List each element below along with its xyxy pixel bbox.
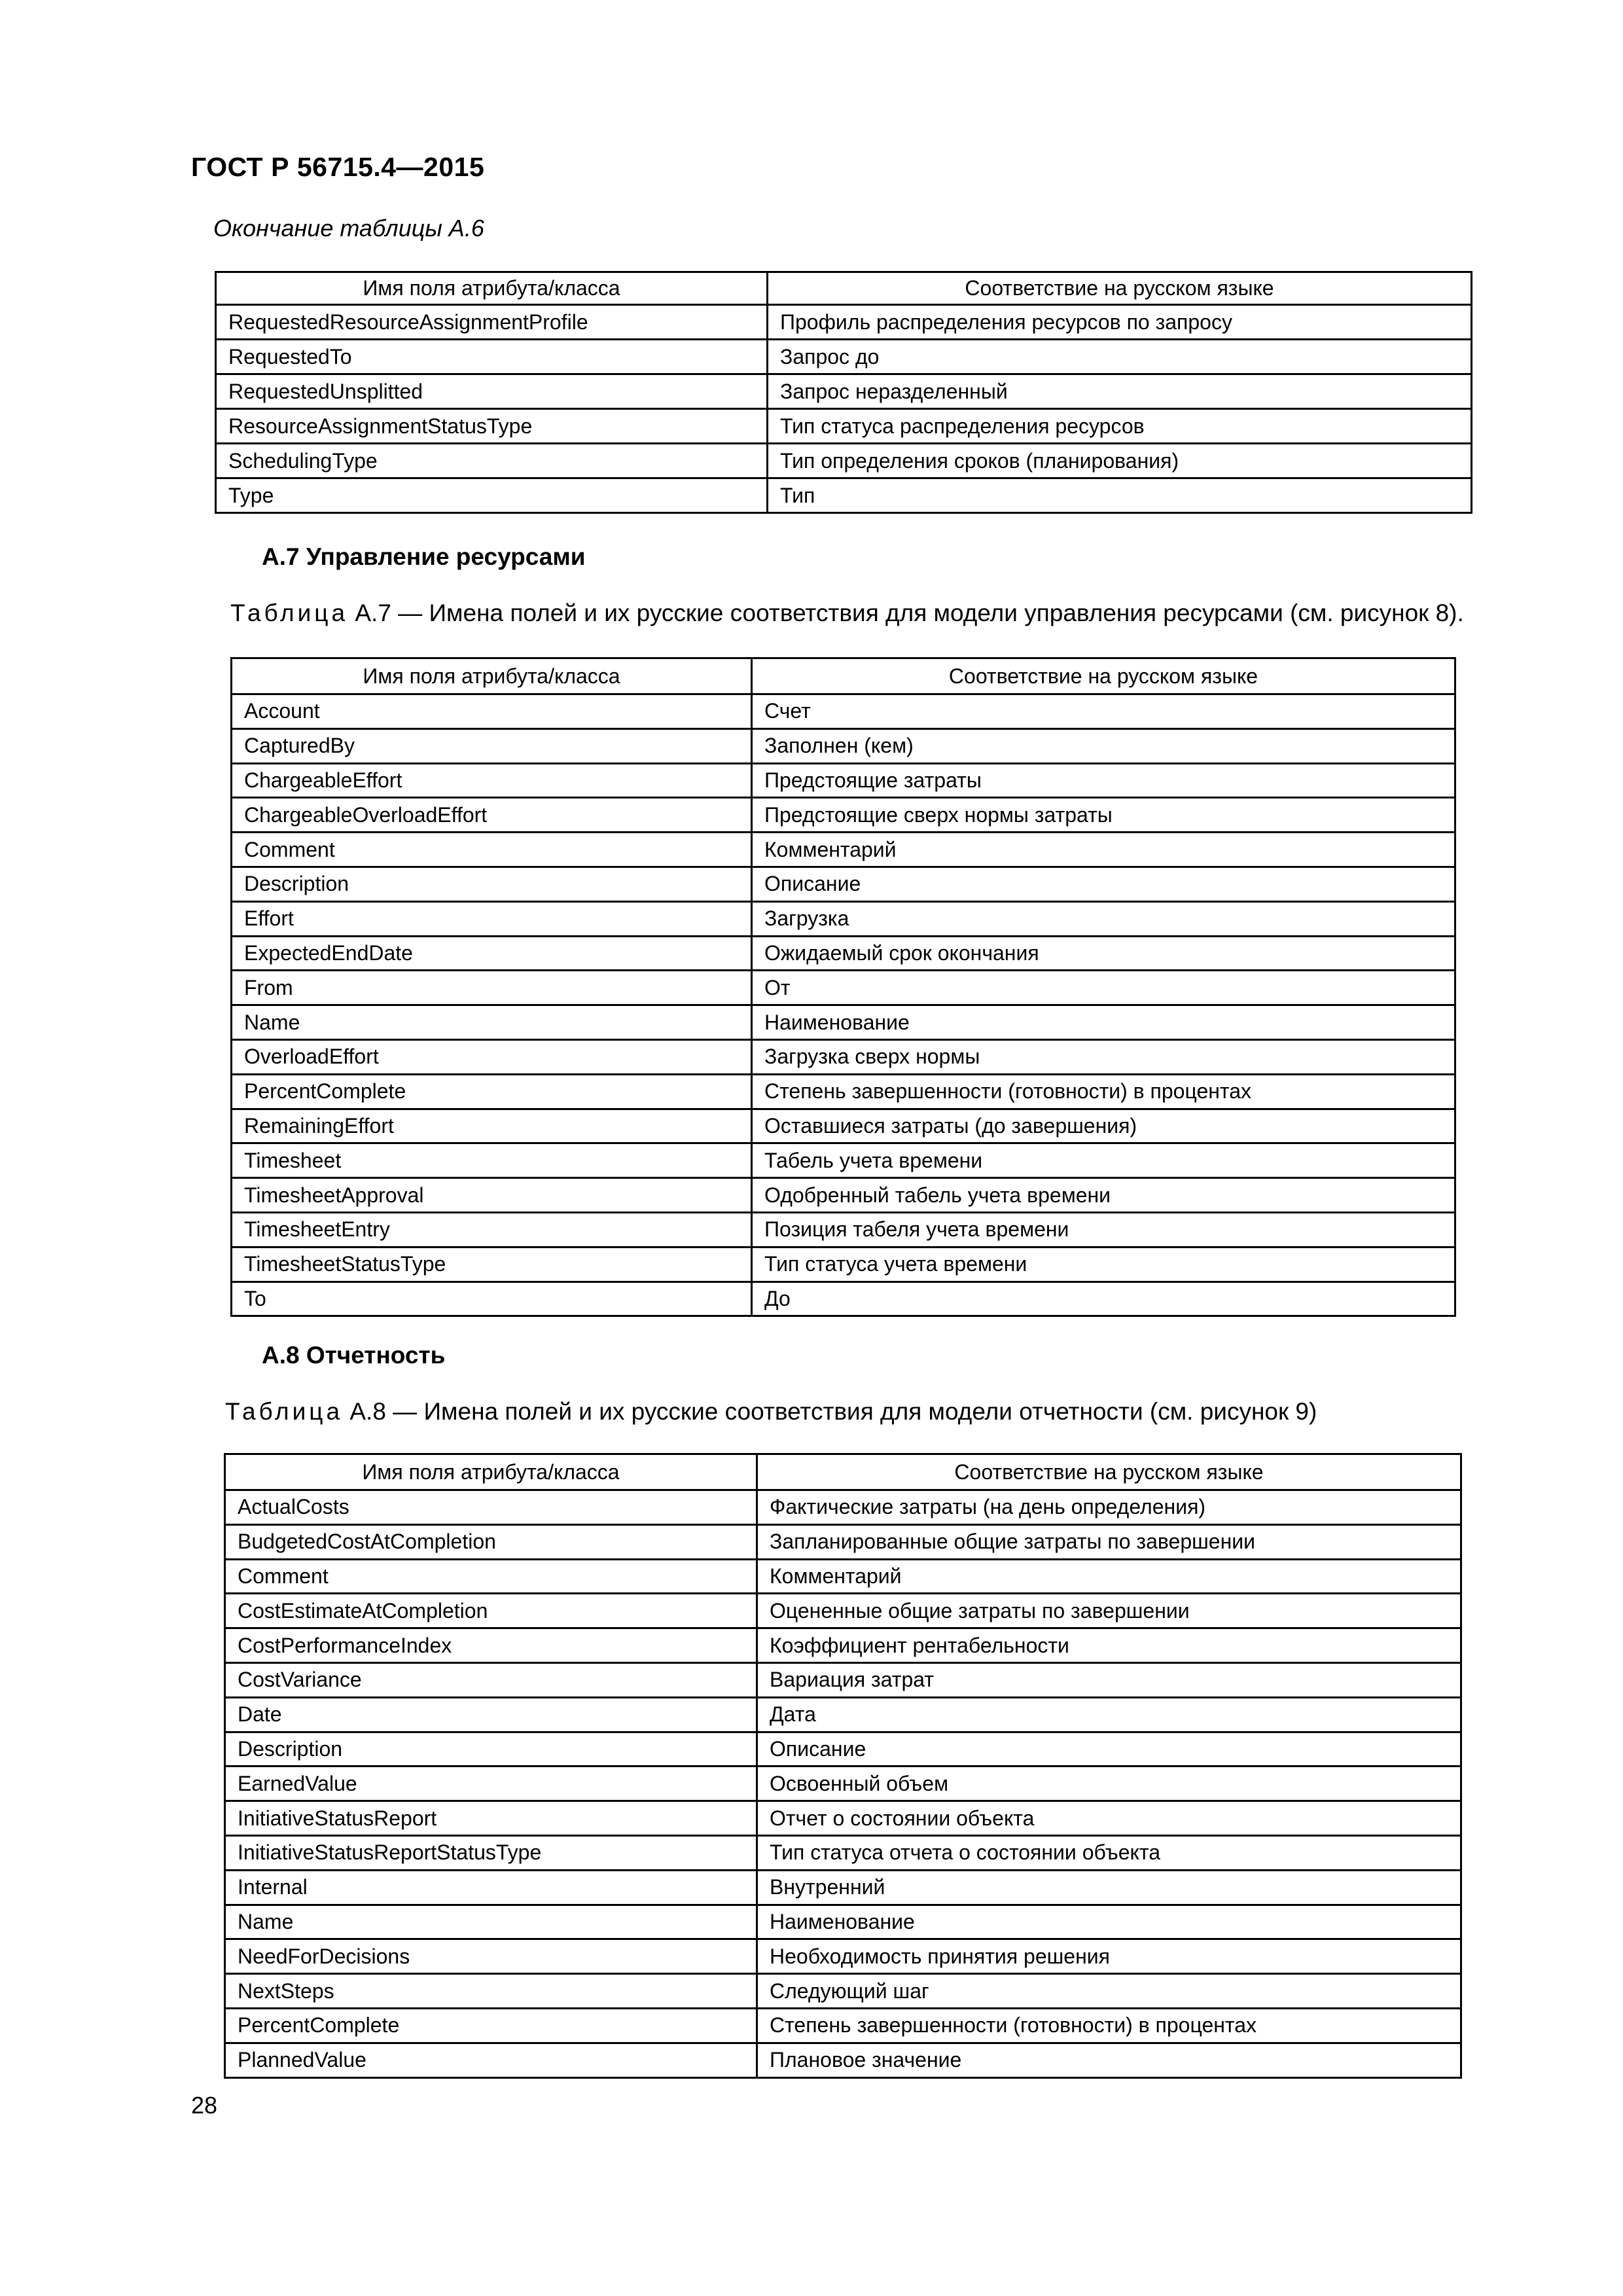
table-row [232,1212,1455,1247]
caption-word: Таблица [230,600,349,626]
table-caption-a7 [230,600,1464,627]
table-row [225,1870,1461,1905]
translation-cell: Внутренний [757,1870,1461,1905]
field-name-cell: ResourceAssignmentStatusType [216,409,768,444]
field-name-cell: Internal [225,1870,757,1905]
table-row [225,2043,1461,2077]
table-row [232,728,1455,763]
column-header-translation: Соответствие на русском языке [757,1454,1461,1490]
field-name-cell: NextSteps [225,1974,757,2009]
field-name-cell: CapturedBy [232,728,752,763]
table-row [232,1282,1455,1316]
table-row [232,1074,1455,1109]
table-row [232,901,1455,936]
translation-cell: До [752,1282,1455,1316]
translation-cell: Позиция табеля учета времени [752,1212,1455,1247]
section-heading-a7: А.7 Управление ресурсами [262,543,586,570]
field-name-cell: ExpectedEndDate [232,936,752,971]
translation-cell: Запрос до [768,340,1472,374]
field-name-cell: Description [232,867,752,901]
table-row [232,1039,1455,1074]
translation-cell: Коэффициент рентабельности [757,1628,1461,1663]
table-row [225,1559,1461,1594]
translation-cell: Тип определения сроков (планирования) [768,444,1472,478]
translation-cell: Предстоящие сверх нормы затраты [752,798,1455,833]
column-header-field: Имя поля атрибута/класса [232,658,752,694]
table-row [232,798,1455,833]
table-row [232,971,1455,1005]
translation-cell: Тип статуса отчета о состоянии объекта [757,1835,1461,1870]
translation-cell: Тип статуса распределения ресурсов [768,409,1472,444]
table-row [225,1594,1461,1628]
translation-cell: Следующий шаг [757,1974,1461,2009]
table-row [225,1767,1461,1801]
caption-text: А.8 — Имена полей и их русские соответствия для модели отчетности (см. рисунок 9) [343,1398,1317,1425]
translation-cell: Одобренный табель учета времени [752,1178,1455,1213]
field-name-cell: Comment [232,833,752,867]
translation-cell: Оцененные общие затраты по завершении [757,1594,1461,1628]
field-name-cell: Name [232,1005,752,1040]
table-row [232,1247,1455,1282]
field-name-cell: ActualCosts [225,1490,757,1525]
field-name-cell: NeedForDecisions [225,1939,757,1974]
translation-cell: Тип [768,478,1472,513]
translation-cell: Необходимость принятия решения [757,1939,1461,1974]
table-row [216,305,1472,340]
field-name-cell: To [232,1282,752,1316]
table-continuation-label: Окончание таблицы А.6 [213,215,484,242]
table-row [232,1005,1455,1040]
table-a7 [230,657,1456,1317]
field-name-cell: ChargeableOverloadEffort [232,798,752,833]
field-name-cell: Name [225,1905,757,1939]
document-code: ГОСТ Р 56715.4—2015 [191,152,485,182]
table-row [232,763,1455,798]
field-name-cell: PercentComplete [225,2008,757,2043]
field-name-cell: ChargeableEffort [232,763,752,798]
translation-cell: Загрузка [752,901,1455,936]
field-name-cell: InitiativeStatusReport [225,1801,757,1836]
translation-cell: Наименование [757,1905,1461,1939]
table-row [232,1109,1455,1143]
table-row [225,1974,1461,2009]
field-name-cell: Effort [232,901,752,936]
translation-cell: Счет [752,694,1455,729]
translation-cell: Описание [757,1732,1461,1767]
table-a6-end [215,271,1472,514]
table-row [232,1178,1455,1213]
field-name-cell: BudgetedCostAtCompletion [225,1524,757,1559]
field-name-cell: RequestedTo [216,340,768,374]
caption-text: А.7 — Имена полей и их русские соответствия для модели управления ресурсами (см. рисунок 8). [348,600,1464,626]
caption-word: Таблица [225,1398,344,1425]
translation-cell: Заполнен (кем) [752,728,1455,763]
field-name-cell: Type [216,478,768,513]
translation-cell: Степень завершенности (готовности) в процентах [752,1074,1455,1109]
field-name-cell: Timesheet [232,1143,752,1178]
translation-cell: Вариация затрат [757,1662,1461,1697]
field-name-cell: RemainingEffort [232,1109,752,1143]
table-header-row [232,658,1455,694]
table-row [225,1801,1461,1836]
table-row [232,833,1455,867]
section-heading-a8: А.8 Отчетность [262,1342,446,1369]
table-row [225,1628,1461,1663]
table-header-row [216,272,1472,305]
field-name-cell: TimesheetStatusType [232,1247,752,1282]
field-name-cell: TimesheetApproval [232,1178,752,1213]
table-row [225,1905,1461,1939]
translation-cell: Ожидаемый срок окончания [752,936,1455,971]
translation-cell: Тип статуса учета времени [752,1247,1455,1282]
translation-cell: Освоенный объем [757,1767,1461,1801]
translation-cell: Запланированные общие затраты по завершении [757,1524,1461,1559]
table-row [216,340,1472,374]
translation-cell: Загрузка сверх нормы [752,1039,1455,1074]
translation-cell: Оставшиеся затраты (до завершения) [752,1109,1455,1143]
table-row [232,867,1455,901]
table-row [225,1662,1461,1697]
field-name-cell: OverloadEffort [232,1039,752,1074]
table-row [216,409,1472,444]
table-row [216,478,1472,513]
field-name-cell: RequestedResourceAssignmentProfile [216,305,768,340]
field-name-cell: EarnedValue [225,1767,757,1801]
field-name-cell: From [232,971,752,1005]
table-row [232,936,1455,971]
field-name-cell: RequestedUnsplitted [216,374,768,409]
translation-cell: Степень завершенности (готовности) в процентах [757,2008,1461,2043]
field-name-cell: Account [232,694,752,729]
column-header-field: Имя поля атрибута/класса [225,1454,757,1490]
translation-cell: Наименование [752,1005,1455,1040]
translation-cell: Комментарий [752,833,1455,867]
field-name-cell: SchedulingType [216,444,768,478]
table-row [232,1143,1455,1178]
translation-cell: Запрос неразделенный [768,374,1472,409]
table-row [225,2008,1461,2043]
table-row [225,1697,1461,1732]
field-name-cell: CostPerformanceIndex [225,1628,757,1663]
table-row [225,1939,1461,1974]
table-a8 [224,1453,1462,2079]
table-row [225,1524,1461,1559]
field-name-cell: PercentComplete [232,1074,752,1109]
field-name-cell: TimesheetEntry [232,1212,752,1247]
table-row [225,1835,1461,1870]
translation-cell: Предстоящие затраты [752,763,1455,798]
table-row [225,1732,1461,1767]
column-header-translation: Соответствие на русском языке [752,658,1455,694]
table-caption-a8 [225,1398,1317,1426]
translation-cell: Профиль распределения ресурсов по запросу [768,305,1472,340]
translation-cell: От [752,971,1455,1005]
translation-cell: Описание [752,867,1455,901]
page-number: 28 [191,2092,218,2119]
translation-cell: Фактические затраты (на день определения) [757,1490,1461,1525]
table-row [225,1490,1461,1525]
table-header-row [225,1454,1461,1490]
translation-cell: Комментарий [757,1559,1461,1594]
translation-cell: Дата [757,1697,1461,1732]
column-header-field: Имя поля атрибута/класса [216,272,768,305]
field-name-cell: Date [225,1697,757,1732]
field-name-cell: PlannedValue [225,2043,757,2077]
table-row [232,694,1455,729]
translation-cell: Табель учета времени [752,1143,1455,1178]
translation-cell: Плановое значение [757,2043,1461,2077]
field-name-cell: CostEstimateAtCompletion [225,1594,757,1628]
field-name-cell: CostVariance [225,1662,757,1697]
translation-cell: Отчет о состоянии объекта [757,1801,1461,1836]
table-row [216,444,1472,478]
table-row [216,374,1472,409]
field-name-cell: Comment [225,1559,757,1594]
field-name-cell: Description [225,1732,757,1767]
field-name-cell: InitiativeStatusReportStatusType [225,1835,757,1870]
column-header-translation: Соответствие на русском языке [768,272,1472,305]
